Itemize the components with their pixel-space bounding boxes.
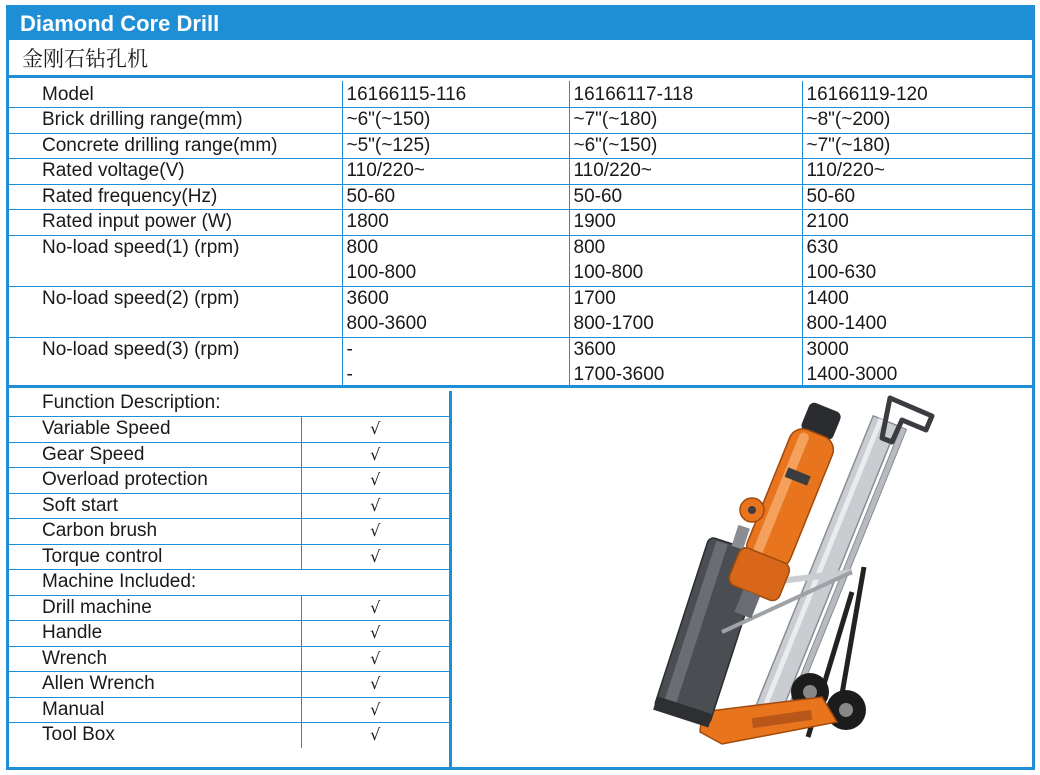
spec-label: Rated input power (W) [9, 210, 342, 236]
page-title: Diamond Core Drill [9, 8, 1032, 40]
feature-label: Soft start [9, 493, 301, 519]
spec-value: 800 [569, 235, 802, 261]
page-subtitle: 金刚石钻孔机 [9, 40, 1032, 78]
feature-label: Overload protection [9, 468, 301, 494]
table-row [9, 544, 449, 570]
spec-value: 50-60 [802, 184, 1032, 210]
table-row [9, 159, 1032, 185]
table-row [9, 697, 449, 723]
feature-label: Variable Speed [9, 417, 301, 443]
feature-label: Gear Speed [9, 442, 301, 468]
included-label: Manual [9, 697, 301, 723]
spec-value: 50-60 [569, 184, 802, 210]
table-row [9, 184, 1032, 210]
spec-label: No-load speed(1) (rpm) [9, 235, 342, 286]
function-table [9, 391, 452, 770]
spec-label: No-load speed(2) (rpm) [9, 286, 342, 337]
spec-value: - [342, 363, 569, 389]
spec-value: ~7"(~180) [569, 108, 802, 134]
check-mark: √ [301, 646, 449, 672]
table-row [9, 210, 1032, 236]
check-mark: √ [301, 544, 449, 570]
table-row [9, 133, 1032, 159]
spec-value: 1400 [802, 286, 1032, 312]
spec-label: Rated voltage(V) [9, 159, 342, 185]
table-row [9, 595, 449, 621]
included-label: Allen Wrench [9, 672, 301, 698]
spec-value: 110/220~ [569, 159, 802, 185]
spec-value: 1400-3000 [802, 363, 1032, 389]
model-1: 16166115-116 [342, 81, 569, 108]
table-row [9, 672, 449, 698]
table-row [9, 723, 449, 749]
check-mark: √ [301, 723, 449, 749]
spec-value: 2100 [802, 210, 1032, 236]
check-mark: √ [301, 417, 449, 443]
model-3: 16166119-120 [802, 81, 1032, 108]
spec-value: 100-800 [342, 261, 569, 287]
check-mark: √ [301, 519, 449, 545]
table-row [9, 570, 449, 596]
spec-value: ~5"(~125) [342, 133, 569, 159]
spec-value: 1900 [569, 210, 802, 236]
spec-value: ~6"(~150) [569, 133, 802, 159]
spec-value: ~6"(~150) [342, 108, 569, 134]
table-row [9, 81, 1032, 108]
spec-value: 110/220~ [802, 159, 1032, 185]
spec-value: 3000 [802, 337, 1032, 363]
table-row [9, 621, 449, 647]
spec-value: 630 [802, 235, 1032, 261]
spec-table [9, 81, 1032, 388]
check-mark: √ [301, 595, 449, 621]
spec-label: Model [9, 81, 342, 108]
model-2: 16166117-118 [569, 81, 802, 108]
table-row [9, 468, 449, 494]
spec-value: - [342, 337, 569, 363]
spec-value: 800 [342, 235, 569, 261]
table-row [9, 417, 449, 443]
included-heading: Machine Included: [9, 570, 449, 596]
check-mark: √ [301, 672, 449, 698]
check-mark: √ [301, 442, 449, 468]
function-heading: Function Description: [9, 391, 449, 417]
spec-label: Brick drilling range(mm) [9, 108, 342, 134]
table-row [9, 442, 449, 468]
feature-label: Torque control [9, 544, 301, 570]
table-row [9, 391, 449, 417]
table-row [9, 108, 1032, 134]
core-drill-image [602, 392, 942, 764]
spec-value: 3600 [569, 337, 802, 363]
included-label: Wrench [9, 646, 301, 672]
spec-value: 1700-3600 [569, 363, 802, 389]
table-row [9, 646, 449, 672]
table-row [9, 493, 449, 519]
table-row [9, 519, 449, 545]
spec-label: No-load speed(3) (rpm) [42, 338, 240, 360]
table-row [9, 286, 1032, 312]
spec-value: 800-1700 [569, 312, 802, 338]
spec-value: 800-1400 [802, 312, 1032, 338]
spec-value: 1800 [342, 210, 569, 236]
spec-value: ~7"(~180) [802, 133, 1032, 159]
spec-label: Rated frequency(Hz) [9, 184, 342, 210]
spec-value: 100-800 [569, 261, 802, 287]
check-mark: √ [301, 493, 449, 519]
table-row [9, 337, 1032, 363]
included-label: Handle [9, 621, 301, 647]
spec-value: ~8"(~200) [802, 108, 1032, 134]
included-label: Tool Box [42, 724, 115, 745]
table-row [9, 235, 1032, 261]
spec-value: 50-60 [342, 184, 569, 210]
check-mark: √ [301, 697, 449, 723]
check-mark: √ [301, 621, 449, 647]
spec-value: 110/220~ [342, 159, 569, 185]
spec-value: 3600 [342, 286, 569, 312]
feature-label: Carbon brush [9, 519, 301, 545]
spec-value: 100-630 [802, 261, 1032, 287]
spec-value: 1700 [569, 286, 802, 312]
check-mark: √ [301, 468, 449, 494]
spec-value: 800-3600 [342, 312, 569, 338]
included-label: Drill machine [9, 595, 301, 621]
spec-label: Concrete drilling range(mm) [9, 133, 342, 159]
